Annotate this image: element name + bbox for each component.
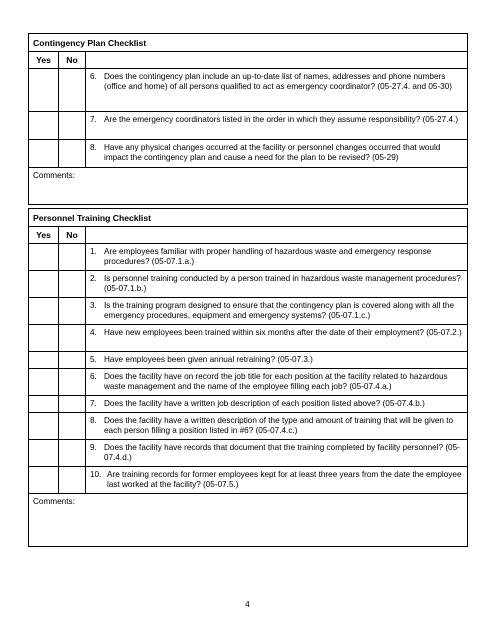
- comments-label: Comments:: [33, 171, 75, 180]
- question-text: Are training records for former employees kept for at least three years from the date the employee last worked at the facility? (05-07.5.): [107, 470, 462, 489]
- question-number: 5.: [90, 355, 97, 364]
- question-number: 6.: [90, 72, 97, 81]
- checklist-row: [29, 352, 468, 369]
- question-text: Does the contingency plan include an up-to-date list of names, addresses and phone numbers (office and home) of all persons qualified to act as emergency coordinator? (05-27.4. and 05-30): [104, 72, 453, 91]
- question-number: 8.: [90, 416, 97, 425]
- yes-checkbox-cell[interactable]: [29, 325, 59, 352]
- no-checkbox-cell[interactable]: [59, 413, 86, 440]
- question-number: 6.: [90, 372, 97, 381]
- yes-checkbox-cell[interactable]: [29, 271, 59, 298]
- checklist-row: [29, 69, 468, 112]
- question-number: 2.: [90, 274, 97, 283]
- question-cell: [86, 396, 468, 413]
- checklist-row: [29, 271, 468, 298]
- no-checkbox-cell[interactable]: [59, 69, 86, 112]
- contingency-plan-checklist-title: Contingency Plan Checklist: [29, 34, 468, 52]
- question-number: 9.: [90, 443, 97, 452]
- yes-column-header: Yes: [29, 52, 59, 69]
- no-column-header: No: [59, 227, 86, 244]
- no-checkbox-cell[interactable]: [59, 271, 86, 298]
- yes-checkbox-cell[interactable]: [29, 413, 59, 440]
- yes-checkbox-cell[interactable]: [29, 140, 59, 168]
- question-cell: [86, 244, 468, 271]
- question-text: Have any physical changes occurred at the facility or personnel changes occurred that would impact the contingency plan and cause a need for the plan to be revised? (05-29): [104, 143, 441, 162]
- checklist-row: [29, 325, 468, 352]
- personnel-training-checklist-table: [28, 208, 468, 547]
- checklist-row: [29, 244, 468, 271]
- page-number: 4: [245, 600, 250, 609]
- question-number: 10.: [90, 470, 102, 479]
- checklist-row: [29, 369, 468, 396]
- header-blank-cell: [86, 52, 468, 69]
- question-cell: [86, 352, 468, 369]
- yes-checkbox-cell[interactable]: [29, 369, 59, 396]
- question-text: Is personnel training conducted by a person trained in hazardous waste management procedures? (05-07.1.b.): [104, 274, 461, 293]
- question-number: 1.: [90, 247, 97, 256]
- yes-checkbox-cell[interactable]: [29, 69, 59, 112]
- question-text: Does the facility have a written job description of each position listed above? (05-07.4.b.): [104, 399, 425, 408]
- checklist-row: [29, 298, 468, 325]
- no-checkbox-cell[interactable]: [59, 112, 86, 140]
- question-text: Does the facility have a written description of the type and amount of training that will be given to each person filling a position listed in #6? (05-07.4.c.): [104, 416, 454, 435]
- yes-checkbox-cell[interactable]: [29, 396, 59, 413]
- checklist-row: [29, 140, 468, 168]
- yes-checkbox-cell[interactable]: [29, 440, 59, 467]
- yes-column-header: Yes: [29, 227, 59, 244]
- question-cell: [86, 271, 468, 298]
- question-cell: [86, 440, 468, 467]
- checklist-row: [29, 413, 468, 440]
- question-text: Are the emergency coordinators listed in the order in which they assume responsibility? (05-27.4.): [104, 115, 459, 124]
- header-blank-cell: [86, 227, 468, 244]
- yes-checkbox-cell[interactable]: [29, 298, 59, 325]
- training-comments-field[interactable]: [29, 494, 468, 547]
- yes-checkbox-cell[interactable]: [29, 467, 59, 494]
- question-number: 7.: [90, 399, 97, 408]
- question-text: Have new employees been trained within six months after the date of their employment? (05-07.2.): [104, 328, 462, 337]
- checklist-row: [29, 467, 468, 494]
- question-number: 4.: [90, 328, 97, 337]
- question-text: Does the facility have on record the job title for each position at the facility related to hazardous waste management and the name of the employee filling each job? (05-07.4.a.): [104, 372, 448, 391]
- question-cell: [86, 140, 468, 168]
- yes-checkbox-cell[interactable]: [29, 112, 59, 140]
- question-number: 7.: [90, 115, 97, 124]
- question-text: Is the training program designed to ensure that the contingency plan is covered along with all the emergency procedures, equipment and emergency systems? (05-07.1.c.): [104, 301, 455, 320]
- no-checkbox-cell[interactable]: [59, 298, 86, 325]
- checklist-row: [29, 440, 468, 467]
- personnel-training-checklist-title: Personnel Training Checklist: [29, 209, 468, 227]
- no-checkbox-cell[interactable]: [59, 467, 86, 494]
- no-checkbox-cell[interactable]: [59, 244, 86, 271]
- no-checkbox-cell[interactable]: [59, 140, 86, 168]
- contingency-plan-checklist-table: [28, 33, 468, 205]
- no-column-header: No: [59, 52, 86, 69]
- checklist-row: [29, 112, 468, 140]
- question-number: 3.: [90, 301, 97, 310]
- no-checkbox-cell[interactable]: [59, 352, 86, 369]
- question-cell: [86, 298, 468, 325]
- question-cell: [86, 369, 468, 396]
- question-cell: [86, 325, 468, 352]
- question-cell: [86, 467, 468, 494]
- question-number: 8.: [90, 143, 97, 152]
- no-checkbox-cell[interactable]: [59, 440, 86, 467]
- yes-checkbox-cell[interactable]: [29, 244, 59, 271]
- checklist-row: [29, 396, 468, 413]
- question-text: Have employees been given annual retraining? (05-07.3.): [104, 355, 313, 364]
- question-cell: [86, 69, 468, 112]
- question-text: Are employees familiar with proper handling of hazardous waste and emergency response procedures? (05-07.1.a.): [104, 247, 432, 266]
- contingency-comments-field[interactable]: [29, 168, 468, 205]
- comments-label: Comments:: [33, 497, 75, 506]
- question-cell: [86, 413, 468, 440]
- no-checkbox-cell[interactable]: [59, 325, 86, 352]
- no-checkbox-cell[interactable]: [59, 369, 86, 396]
- yes-checkbox-cell[interactable]: [29, 352, 59, 369]
- question-text: Does the facility have records that document that the training completed by facility personnel? (05-07.4.d.): [104, 443, 460, 462]
- question-cell: [86, 112, 468, 140]
- no-checkbox-cell[interactable]: [59, 396, 86, 413]
